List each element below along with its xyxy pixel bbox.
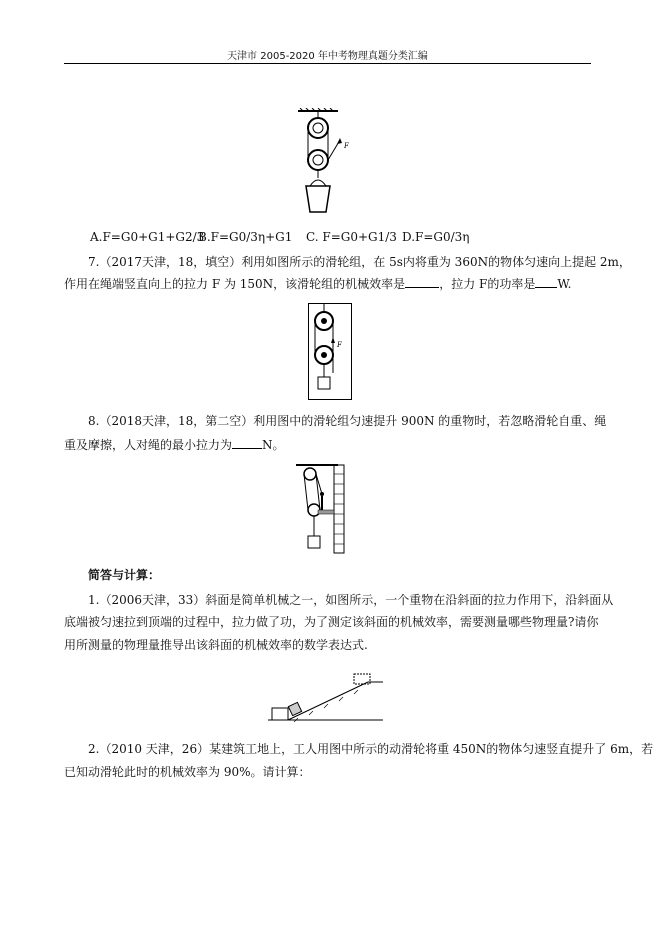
q8-line1: 8.（2018天津，18，第二空）利用图中的滑轮组匀速提升 900N 的重物时，若忽略滑轮自重、绳 <box>88 414 607 428</box>
answer-blank-power[interactable] <box>535 276 557 288</box>
q7-line1: 7.（2017天津，18，填空）利用如图所示的滑轮组，在 5s内将重为 360N的物体匀速向上提起 2m， <box>88 255 631 269</box>
header-divider <box>64 63 591 64</box>
pulley-figure-q8 <box>296 464 348 554</box>
pulley-figure-q6 <box>290 108 360 220</box>
q7-line2 <box>64 276 571 292</box>
force-label: F <box>337 341 342 349</box>
incline-figure <box>268 672 388 724</box>
page-header: 天津市 2005-2020 年中考物理真题分类汇编 <box>227 51 428 62</box>
section-title: 简答与计算： <box>88 568 161 582</box>
q8-line2 <box>64 437 285 453</box>
option-a: A.F=G0+G1+G2/3 <box>90 230 205 244</box>
c1-line2: 底端被匀速拉到顶端的过程中，拉力做了功，为了测定该斜面的机械效率，需要测量哪些物理量?请你 <box>64 615 599 629</box>
q8-text-b: N。 <box>262 438 285 452</box>
c1-line1: 1.（2006天津，33）斜面是简单机械之一，如图所示，一个重物在沿斜面的拉力作用下，沿斜面从 <box>88 593 614 607</box>
q7-text-c: W. <box>557 277 572 291</box>
c1-line3: 用所测量的物理量推导出该斜面的机械效率的数学表达式. <box>64 638 368 652</box>
answer-blank-efficiency[interactable] <box>405 276 439 288</box>
option-b: B.F=G0/3η+G1 <box>198 230 293 244</box>
answer-blank-force[interactable] <box>232 437 262 449</box>
q7-text-a: 作用在绳端竖直向上的拉力 F 为 150N，该滑轮组的机械效率是 <box>64 277 406 291</box>
option-d: D.F=G0/3η <box>402 230 470 244</box>
pulley-figure-q7 <box>308 303 352 400</box>
c2-line2: 已知动滑轮此时的机械效率为 90%。请计算： <box>64 765 311 779</box>
q8-text-a: 重及摩擦，人对绳的最小拉力为 <box>64 438 233 452</box>
option-c: C. F=G0+G1/3 <box>306 230 397 244</box>
c2-line1: 2.（2010 天津，26）某建筑工地上，工人用图中所示的动滑轮将重 450N的物体匀速竖直提升了 6m，若 <box>88 742 654 756</box>
force-label: F <box>344 142 349 150</box>
q7-text-b: ，拉力 F的功率是 <box>439 277 536 291</box>
